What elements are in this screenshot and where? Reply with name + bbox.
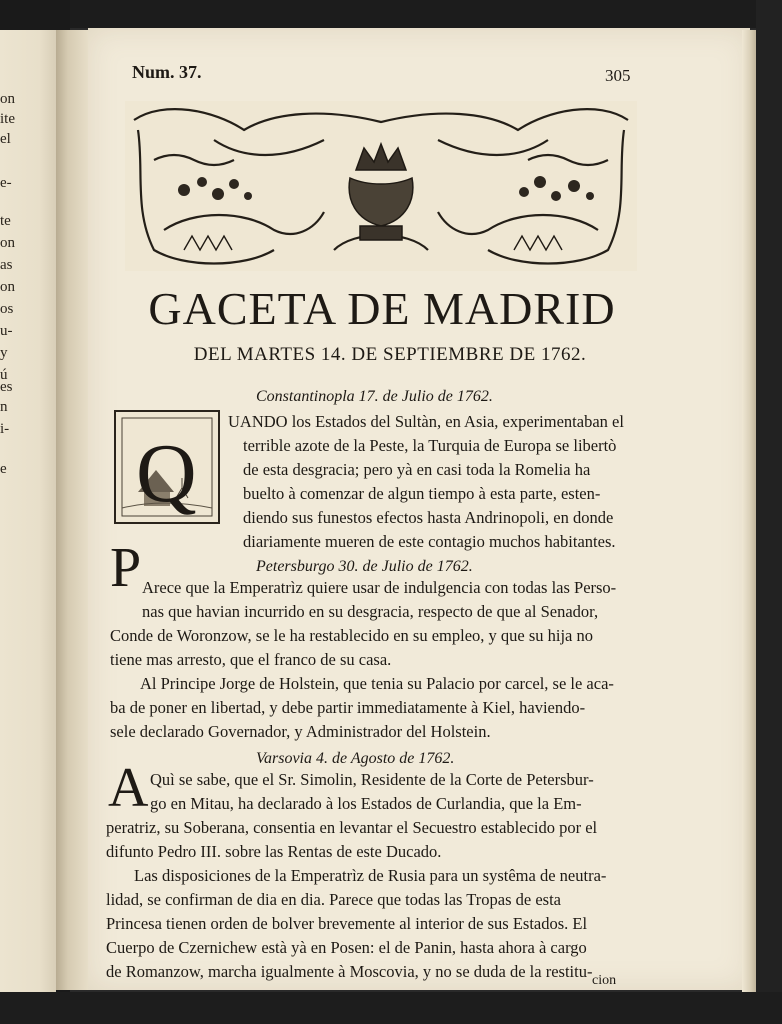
prev-page-fragment: on [0,91,15,107]
prev-page-fragment: es [0,379,13,395]
book-gutter [56,30,90,990]
article-line: difunto Pedro III. sobre las Rentas de este Ducado. [106,842,442,861]
page-number: 305 [605,66,631,85]
article-line: go en Mitau, ha declarado à los Estados de Curlandia, que la Em- [150,794,582,813]
article-line: tiene mas arresto, que el franco de su casa. [110,650,392,669]
prev-page-fragment: te [0,213,11,229]
article-line: terrible azote de la Peste, la Turquia de Europa se libertò [243,436,617,455]
scanner-frame-right [756,0,782,1024]
dateline-varsovia: Varsovia 4. de Agosto de 1762. [256,750,455,767]
initial-letter-a: A [108,757,149,819]
article-line: Princesa tienen orden de bolver brevemente al interior de sus Estados. El [106,914,588,933]
prev-page-fragment: ú [0,367,8,383]
dateline-constantinopla: Constantinopla 17. de Julio de 1762. [256,388,493,405]
article-line: ba de poner en libertad, y debe partir immediatamente à Kiel, haviendo- [110,698,586,717]
prev-page-fragment: e [0,461,7,477]
page-stack-edge [742,30,756,992]
catchword: cion [592,973,617,988]
article-line: diariamente mueren de este contagio muchos habitantes. [243,532,616,551]
issue-date-subtitle: DEL MARTES 14. DE SEPTIEMBRE DE 1762. [193,344,587,365]
issue-number: Num. 37. [132,62,202,82]
initial-letter-q: Q [136,427,197,520]
prev-page-fragment: u- [0,323,13,339]
prev-page-fragment: y [0,345,8,361]
article-line: Arece que la Emperatrìz quiere usar de indulgencia con todas las Perso- [142,578,617,597]
scanner-frame-top [0,0,782,28]
article-line: de esta desgracia; pero yà en casi toda la Romelia ha [243,460,591,479]
initial-letter-p: P [110,537,142,599]
prev-page-fragment: e- [0,175,12,191]
prev-page-fragment: os [0,301,14,317]
article-line: Al Principe Jorge de Holstein, que tenia su Palacio por carcel, se le aca- [140,674,614,693]
article-line: UANDO los Estados del Sultàn, en Asia, experimentaban el [228,412,624,431]
article-line: Cuerpo de Czernichew està yà en Posen: el de Panin, hasta ahora à cargo [106,938,587,957]
article-line: buelto à comenzar de algun tiempo à esta parte, esten- [243,484,601,503]
ornamental-headpiece [124,100,638,272]
article-line: diendo sus funestos efectos hasta Andrinopoli, en donde [243,508,614,527]
article-line: sele declarado Governador, y Administrador del Holstein. [110,722,491,741]
article-line: peratriz, su Soberana, consentia en levantar el Secuestro establecido por el [106,818,598,837]
prev-page-fragment: n [0,399,8,415]
previous-page-edge [0,30,56,992]
prev-page-fragment: on [0,279,15,295]
article-line: Las disposiciones de la Emperatrìz de Rusia para un systêma de neutra- [134,866,607,885]
dateline-petersburgo: Petersburgo 30. de Julio de 1762. [256,558,473,575]
article-line: Conde de Woronzow, se le ha restablecido en su empleo, y que su hija no [110,626,594,645]
prev-page-fragment: i- [0,421,10,437]
article-line: nas que havian incurrido en su desgracia, respecto de que al Senador, [142,602,599,621]
prev-page-fragment: ite [0,111,15,127]
newspaper-title: GACETA DE MADRID [148,283,616,334]
scanner-frame-bottom [0,992,782,1024]
decorated-initial-box [114,410,220,524]
article-line: lidad, se confirman de dia en dia. Parece que todas las Tropas de esta [106,890,561,909]
prev-page-fragment: el [0,131,11,147]
prev-page-fragment: as [0,257,13,273]
article-line: de Romanzow, marcha igualmente à Moscovia, y no se duda de la restitu- [106,962,593,981]
article-line: Quì se sabe, que el Sr. Simolin, Residente de la Corte de Petersbur- [150,770,594,789]
prev-page-fragment: on [0,235,15,251]
